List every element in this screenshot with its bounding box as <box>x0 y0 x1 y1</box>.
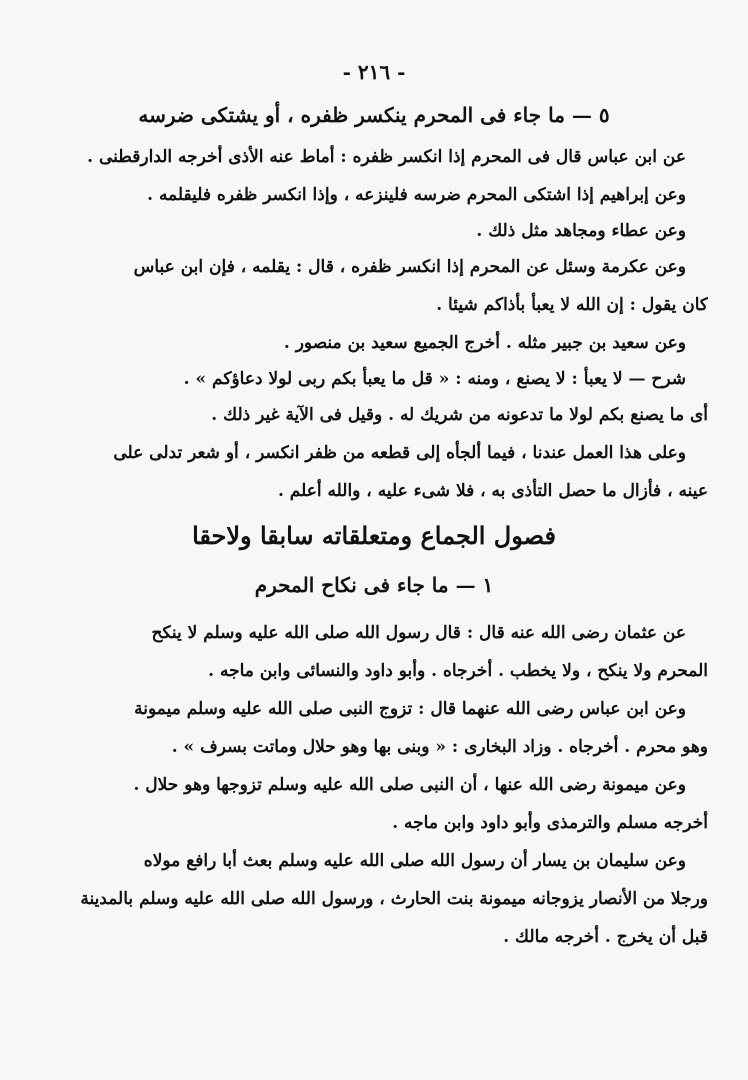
section-5-line: عن ابن عباس قال فى المحرم إذا انكسر ظفره : أماط عنه الأذى أخرجه الدارقطنى . <box>87 147 686 167</box>
section-5-line: وعن إبراهيم إذا اشتكى المحرم ضرسه فلينزعه ، وإذا انكسر ظفره فليقلمه . <box>147 185 686 205</box>
section-1-line: وعن ميمونة رضى الله عنها ، أن النبى صلى الله عليه وسلم تزوجها وهو حلال . <box>133 775 686 795</box>
section-1-line: عن عثمان رضى الله عنه قال : قال رسول الله صلى الله عليه وسلم لا ينكح <box>151 623 686 643</box>
section-1-heading: ١ — ما جاء فى نكاح المحرم <box>254 573 494 597</box>
section-1-line: أخرجه مسلم والترمذى وأبو داود وابن ماجه . <box>392 813 708 833</box>
section-1-line: ورجلا من الأنصار يزوجانه ميمونة بنت الحارث ، ورسول الله صلى الله عليه وسلم بالمدينة <box>80 889 708 909</box>
section-1-line: وهو محرم . أخرجاه . وزاد البخارى : « وبنى بها وهو حلال وماتت بسرف » . <box>171 737 708 757</box>
section-5-line: وعن عكرمة وسئل عن المحرم إذا انكسر ظفره ، قال : يقلمه ، فإن ابن عباس <box>133 257 686 277</box>
section-1-line: المحرم ولا ينكح ، ولا يخطب . أخرجاه . وأبو داود والنسائى وابن ماجه . <box>208 661 708 681</box>
page-number: - ٢١٦ - <box>342 60 406 84</box>
section-5-line: شرح — لا يعبأ : لا يصنع ، ومنه : « قل ما يعبأ بكم ربى لولا دعاؤكم » . <box>183 369 686 389</box>
section-5-line: عينه ، فأزال ما حصل التأذى به ، فلا شىء عليه ، والله أعلم . <box>277 481 708 501</box>
section-5-heading: ٥ — ما جاء فى المحرم ينكسر ظفره ، أو يشتكى ضرسه <box>138 103 610 127</box>
section-1-line: قبل أن يخرج . أخرجه مالك . <box>503 927 708 947</box>
section-1-line: وعن سليمان بن يسار أن رسول الله صلى الله عليه وسلم بعث أبا رافع مولاه <box>143 851 686 871</box>
chapter-heading: فصول الجماع ومتعلقاته سابقا ولاحقا <box>192 521 556 550</box>
section-1-line: وعن ابن عباس رضى الله عنهما قال : تزوج النبى صلى الله عليه وسلم ميمونة <box>134 699 686 719</box>
section-5-line: كان يقول : إن الله لا يعبأ بأذاكم شيئا . <box>436 295 708 315</box>
section-5-line: وعن عطاء ومجاهد مثل ذلك . <box>476 221 686 241</box>
section-5-line: أى ما يصنع بكم لولا ما تدعونه من شريك له . وقيل فى الآية غير ذلك . <box>211 405 708 425</box>
section-5-line: وعن سعيد بن جبير مثله . أخرج الجميع سعيد بن منصور . <box>283 333 686 353</box>
section-5-line: وعلى هذا العمل عندنا ، فيما ألجأه إلى قطعه من ظفر انكسر ، أو شعر تدلى على <box>113 443 686 463</box>
